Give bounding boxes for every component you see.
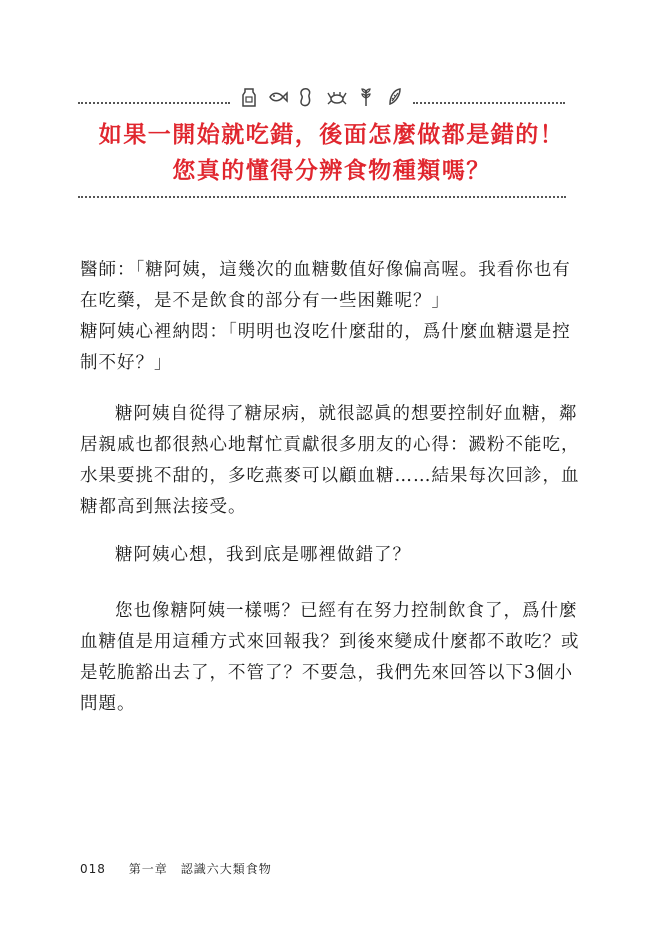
food-icon-row [238, 84, 406, 110]
section-header [0, 78, 663, 114]
chapter-title: 第一章 認識六大類食物 [128, 862, 272, 876]
dialogue-block [80, 255, 584, 379]
section-title-line-1: 如果一開始就吃錯，後面怎麼做都是錯的！ [98, 122, 565, 148]
milk-carton-icon [238, 86, 260, 108]
paragraph-3: 您也像糖阿姨一樣嗎？已經有在努力控制飲食了，爲什麼血糖值是用這種方式來回報我？到後來變成什麼都不敢吃？或是乾脆豁出去了，不管了？不要急，我們先來回答以下3個小問題。 [80, 601, 580, 714]
section-title-line-2: 您真的懂得分辨食物種類嗎？ [172, 158, 491, 184]
peanut-icon [296, 86, 318, 108]
dotted-divider-bottom [78, 196, 566, 198]
dialogue-auntie: 糖阿姨心裡納悶：「明明也沒吃什麼甜的，爲什麼血糖還是控制不好？」 [80, 322, 571, 373]
paragraph-1: 糖阿姨自從得了糖尿病，就很認眞的想要控制好血糖，鄰居親戚也都很熱心地幫忙貢獻很多朋友的心得：澱粉不能吃，水果要挑不甜的，多吃燕麥可以顧血糖……結果每次回診，血糖都高到無法接受。 [80, 404, 580, 517]
dotted-divider-left [78, 102, 230, 104]
page-footer [80, 860, 272, 877]
wheat-icon [355, 86, 377, 108]
fish-icon [267, 86, 289, 108]
dotted-divider-right [413, 102, 565, 104]
page-number: 018 [80, 862, 106, 876]
corn-icon [384, 86, 406, 108]
paragraph-2: 糖阿姨心想，我到底是哪裡做錯了？ [115, 545, 411, 565]
crab-icon [326, 86, 348, 108]
dialogue-doctor: 醫師：「糖阿姨，這幾次的血糖數值好像偏高喔。我看你也有在吃藥，是不是飲食的部分有一些困難呢？」 [80, 260, 571, 311]
